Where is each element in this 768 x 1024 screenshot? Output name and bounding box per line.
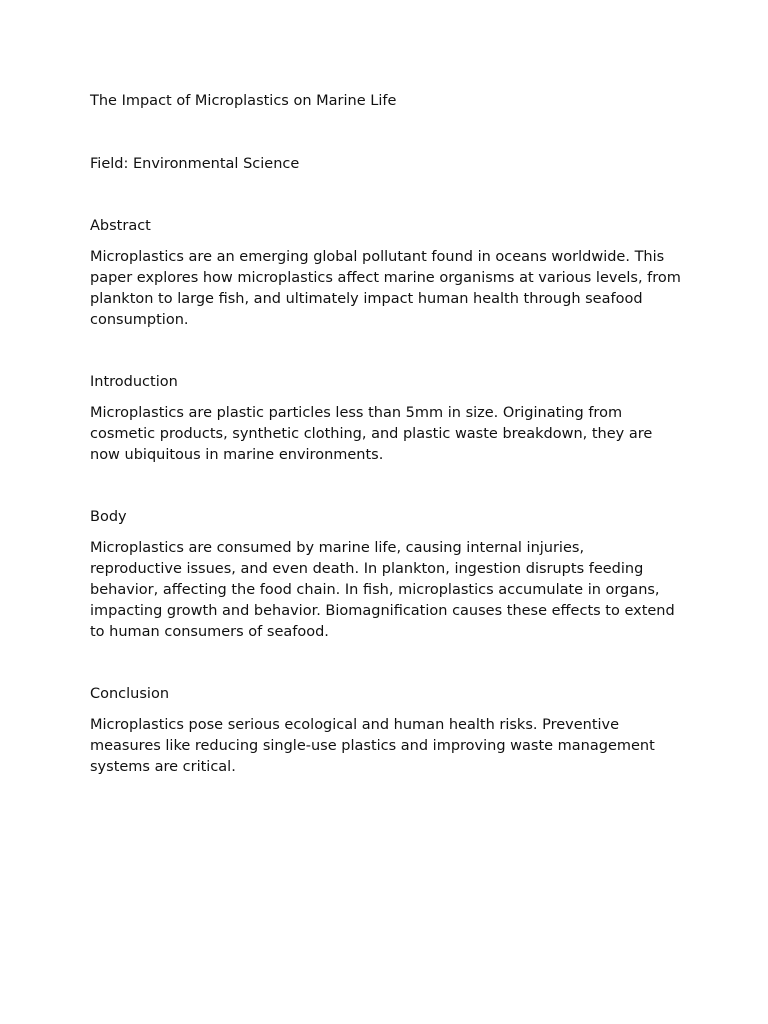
section-text-conclusion: Microplastics pose serious ecological and human health risks. Preventive measures like reducing single-use plastics and improving waste management systems are critical.: [90, 717, 655, 775]
section-text-body: Microplastics are consumed by marine life, causing internal injuries, reproductive issues, and even death. In plankton, ingestion disrupts feeding behavior, affecting the food chain. In fish, microplastics accumulate in organs, impacting growth and behavior. Biomagnification causes these effects to extend to human consumers of seafood.: [90, 540, 675, 640]
paper-title: The Impact of Microplastics on Marine Life: [90, 93, 397, 109]
section-heading-introduction: Introduction: [90, 374, 178, 390]
section-heading-body: Body: [90, 509, 127, 525]
section-text-abstract: Microplastics are an emerging global pollutant found in oceans worldwide. This paper explores how microplastics affect marine organisms at various levels, from plankton to large fish, and ultimately impact human health through seafood consumption.: [90, 249, 681, 328]
section-heading-abstract: Abstract: [90, 218, 151, 234]
paper-field: Field: Environmental Science: [90, 156, 300, 172]
section-heading-conclusion: Conclusion: [90, 686, 170, 702]
section-text-introduction: Microplastics are plastic particles less than 5mm in size. Originating from cosmetic products, synthetic clothing, and plastic waste breakdown, they are now ubiquitous in marine environments.: [90, 405, 653, 463]
